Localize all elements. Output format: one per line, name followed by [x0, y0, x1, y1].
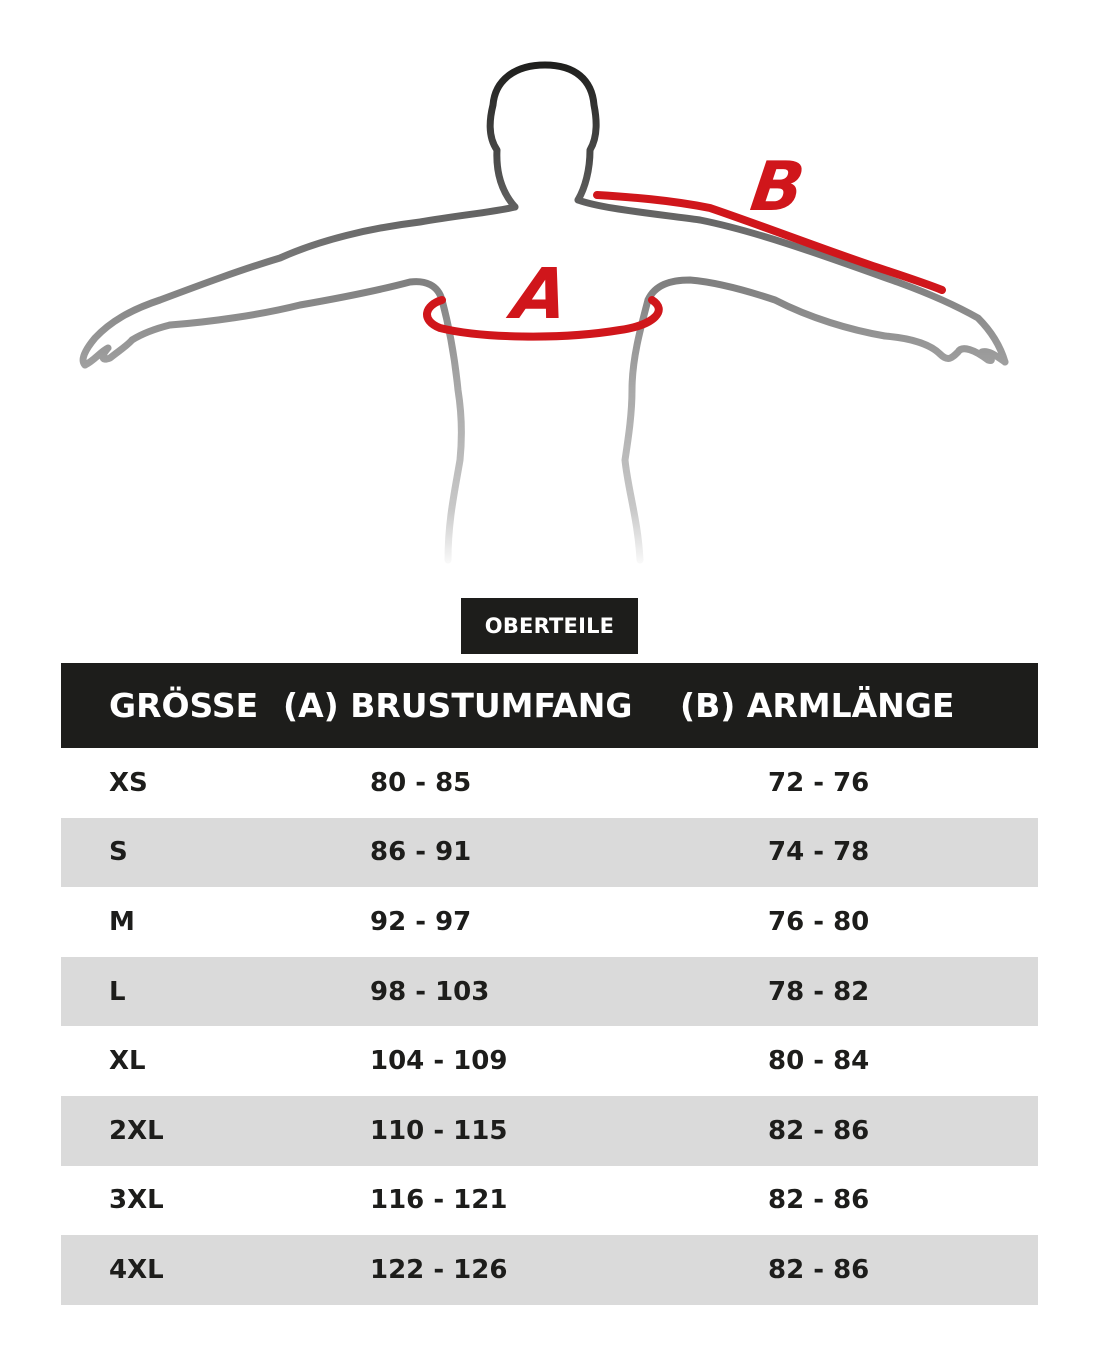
- arm-cell: 80 - 84: [768, 1046, 870, 1077]
- chest-cell: 86 - 91: [370, 837, 472, 868]
- size-cell: S: [109, 837, 128, 868]
- table-row: [61, 887, 1038, 957]
- table-row: [61, 748, 1038, 818]
- table-row: [61, 818, 1038, 888]
- arm-cell: 82 - 86: [768, 1185, 870, 1216]
- arm-cell: 76 - 80: [768, 906, 870, 937]
- header-arm: (B) ARMLÄNGE: [680, 686, 955, 725]
- size-cell: XL: [109, 1046, 146, 1077]
- size-cell: 3XL: [109, 1185, 164, 1216]
- chest-cell: 92 - 97: [370, 906, 472, 937]
- table-row: [61, 1235, 1038, 1305]
- arm-cell: 78 - 82: [768, 976, 870, 1007]
- header-chest: (A) BRUSTUMFANG: [283, 686, 633, 725]
- label-b: B: [746, 148, 810, 227]
- label-a: A: [507, 253, 574, 335]
- chest-cell: 104 - 109: [370, 1046, 508, 1077]
- chest-cell: 116 - 121: [370, 1185, 508, 1216]
- chest-cell: 80 - 85: [370, 767, 472, 798]
- arm-cell: 72 - 76: [768, 767, 870, 798]
- arm-cell: 82 - 86: [768, 1254, 870, 1285]
- table-row: [61, 1026, 1038, 1096]
- table-row: [61, 1096, 1038, 1166]
- chest-cell: 122 - 126: [370, 1254, 508, 1285]
- size-chart-table: [61, 663, 1038, 1305]
- chest-cell: 98 - 103: [370, 976, 490, 1007]
- body-measurement-figure: [0, 0, 1100, 580]
- size-cell: M: [109, 906, 135, 937]
- size-cell: 4XL: [109, 1254, 164, 1285]
- table-header-row: [61, 663, 1038, 748]
- size-cell: 2XL: [109, 1115, 164, 1146]
- arm-cell: 82 - 86: [768, 1115, 870, 1146]
- table-row: [61, 1166, 1038, 1236]
- size-cell: XS: [109, 767, 148, 798]
- chest-cell: 110 - 115: [370, 1115, 508, 1146]
- arm-cell: 74 - 78: [768, 837, 870, 868]
- table-row: [61, 957, 1038, 1027]
- size-cell: L: [109, 976, 126, 1007]
- section-tag-tops: OBERTEILE: [461, 598, 638, 654]
- header-size: GRÖSSE: [109, 686, 259, 725]
